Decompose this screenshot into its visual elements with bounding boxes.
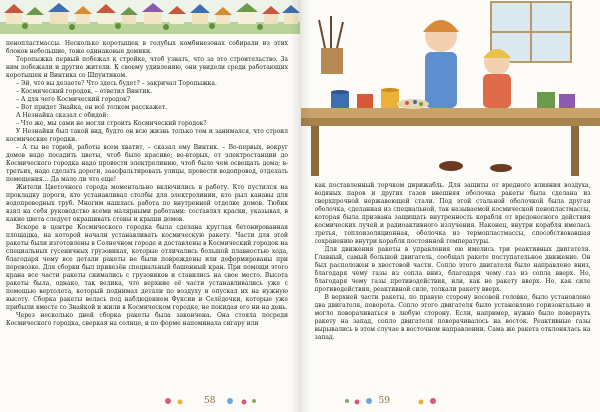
right-page [300,0,600,412]
paragraph: У Незнайки был такой вид, будто он всю жизнь только тем и занимался, что строил космические городки. [6,128,288,143]
village-houses-illustration [0,0,300,34]
paragraph: Через несколько дней сборка ракеты была закончена. Она стояла посреди Космического городка, сверкая на солнце, и по форме напоминала сигару или [6,312,288,327]
left-page-text [6,40,288,380]
paragraph: как поставленный торчком дирижабль. Для защиты от вредного влияния воздуха, водяных паров и других газов внешняя оболочка ракеты была сделана из сверхпрочной нержавеющей стали. Под этой стальной оболочкой была другая оболочка, сделанная из специальной, так называемой космической пенопластмассы, которая была призвана защищать внутренность корабля от вредоносного действия космических лучей и радиоактивного излучения. Наконец, внутри корабля имелась третья, теплоизоляционная, оболочка из термопластмассы, способствовавшая сохранению внутри корабля постоянной температуры. [314,182,591,245]
paragraph: Для движения ракеты в управления ею имелись три реактивных двигателя. Главный, самый большой двигатель, сообщал ракете поступательное движение. Он был расположен в хвостовой части. Сопло этого двигателя было направлено вниз, благодаря чему газы из сопла вниз, благодаря чему газ из сопла вверх. Но, благодаря чему газы противодействия, или, как не ракету вверх. Но, как силе противодействия, реактивной силе, толкали ракету вверх. [314,246,591,293]
flower-ornament-right [341,395,441,407]
paragraph: Вскоре в центре Космического городка была сделана круглая бетонированная площадка, на которой начали устанавливать космическую ракету. Части для этой ракеты были изготовлены в Солнечном городе и доставлены в Космический городок на специальных гусеничных грузовиках, которые отличались большой плавностью хода, благодаря чему все детали ракеты не были повреждены или деформированы при перевозке. Для сборки был привезён специальный башенный кран. При помощи этого крана все части ракеты снимались с грузовиков и ставились на свое место. Высота ракеты была, однако, так велика, что верхние её части устанавливались уже с помощью вертолета, который поднимал детали по воздуху и опускал их на нужную высоту. Сборка ракеты велась под наблюдением Фуксии и Селёдочки, которые уже прибыли вместе со Знайкой и жили в Космическом городке, не покидая его ни на день. [6,224,288,311]
right-page-text [315,182,591,386]
paragraph: Торопыжка первый побежал к стройке, чтоб узнать, что за это строительство. За ним побежали и другие жители. К своему удивлению, они увидели среди работающих коротышек и Винтика со Шпунтиком. [6,56,288,79]
paragraph: – Что же, мы сами не могли строить Космический городок? [16,120,207,127]
paragraph: Жители Цветочного города моментально включились в работу. Кто пустился на прокладку дороги, кто устанавливал столбы для электролинии, кто рыл канавы для водопроводных труб. Многим нашлась работа по внутренней отделке домов. Тюбик взял на себя руководство всеми малярными работами: составлял краски, указывал, в какие цвета следует окрашивать стены и крыши домов. [6,184,288,223]
paint-workshop-illustration [301,0,600,176]
paragraph: А Незнайка сказал с обидой: [16,112,109,119]
page-number-right: 59 [378,396,390,406]
paragraph: – А для чего Космический городок? [16,96,131,103]
paragraph: пенопластмассы. Несколько коротышек в голубых комбинезонах собирали из этих блоков небольшие, тоже одинаковые домики. [6,40,288,55]
page-number-left: 58 [204,396,216,406]
paragraph: – Эй, что вы делаете? Что здесь будет? – закричал Торопыжка. [16,80,217,87]
paragraph: – А ты не горюй, работы всем хватит, – сказал ему Винтик. – Во-первых, вокруг домов надо посадить цветы, чтоб было красиво; во-вторых, от электростанции до Космического городка надо провести электролинию, чтоб было чем освещать дома; в-третьих, надо сделать дороги, заасфальтировать улицы, провести водопровод, отделать помещения… Да мало ли что еще! [6,144,288,183]
paragraph: – Вот придет Знайка, он всё толком расскажет. [16,104,168,111]
paragraph: В верхней части ракеты, по правую сторону носовой головке, было установлено два двигателя, поворота. Сопло этого двигателя было установлено горизонтально и могло поворачиваться в любую сторону. Если, например, нужно было повернуть ракету на запад, сопло двигателя поворачивалось на восток. Реактивные газы вырывались в этом случае в восточном направлении. Сама же ракета отклонялась на запад. [314,294,591,341]
paragraph: – Космический городок, – ответил Винтик. [16,88,152,95]
